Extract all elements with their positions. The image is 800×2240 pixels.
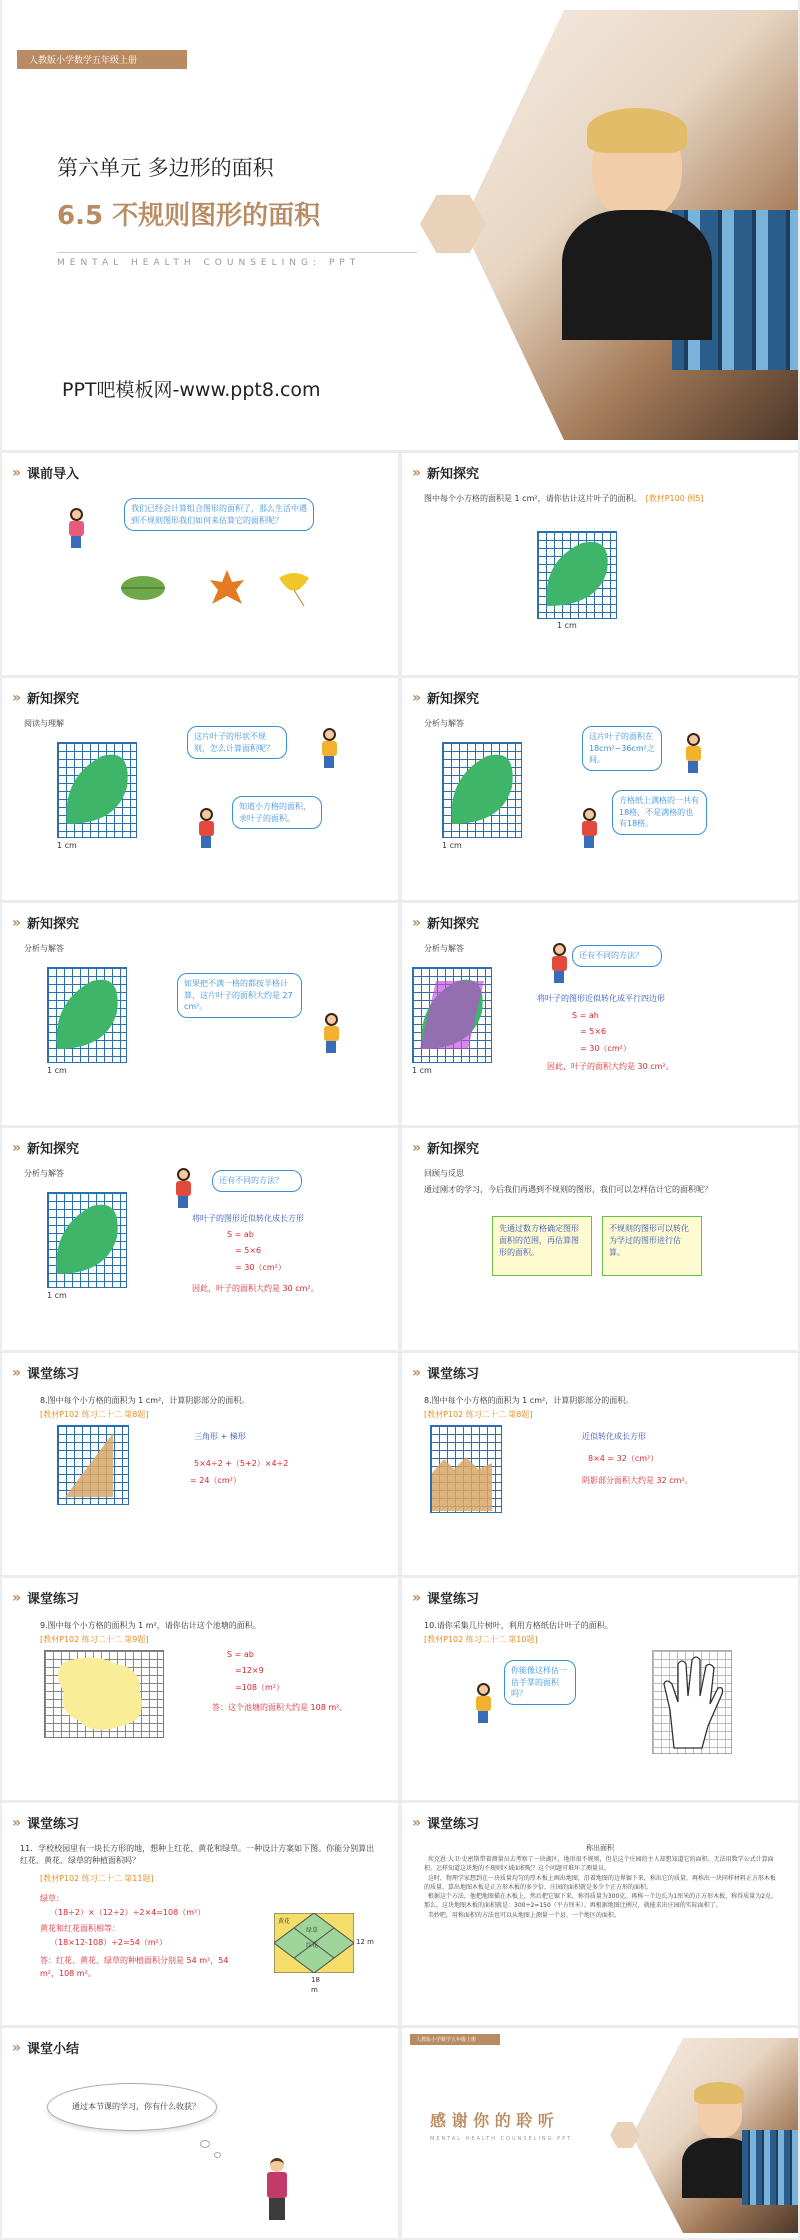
slide-header bbox=[12, 1588, 79, 1607]
answer-text: 因此，叶子的面积大约是 30 cm²。 bbox=[192, 1284, 319, 1293]
formula-1: 5×4÷2 +（5+2）×4÷2 bbox=[194, 1459, 289, 1468]
question-text: 通过刚才的学习，今后我们再遇到不规则的图形，我们可以怎样估计它的面积呢？ bbox=[424, 1185, 712, 1194]
subheading: 分析与解答 bbox=[424, 944, 464, 953]
site-text: PPT吧模板网-www.ppt8.com bbox=[62, 379, 321, 401]
subheading: 分析与解答 bbox=[24, 1169, 64, 1178]
method-text: 三角形 + 梯形 bbox=[194, 1432, 246, 1441]
slide-header bbox=[12, 913, 79, 932]
slide-explore-4 bbox=[2, 903, 398, 1125]
leaf-shape bbox=[47, 967, 127, 1063]
chevron-icon: » bbox=[412, 1589, 418, 1606]
chevron-icon: » bbox=[12, 1364, 18, 1381]
leaf-parallelogram bbox=[412, 967, 492, 1063]
dim-unit: m bbox=[311, 1986, 318, 1994]
dim-height: 12 m bbox=[356, 1938, 374, 1946]
slide-practice-1 bbox=[2, 1353, 398, 1575]
summary-note-1: 先通过数方格确定图形面积的范围，再估算图形的面积。 bbox=[492, 1216, 592, 1276]
subheading: 分析与解答 bbox=[424, 719, 464, 728]
cloud-dot-2 bbox=[214, 2152, 221, 2158]
unit-label: 1 cm bbox=[47, 1066, 67, 1075]
slide-title: 新知探究 bbox=[27, 692, 80, 707]
dim-width: 18 bbox=[311, 1976, 320, 1984]
answer-text: 答：红花、黄花、绿草的种植面积分别是 54 m²，54 m²，108 m²。 bbox=[40, 1956, 229, 1978]
unit-label: 1 cm bbox=[557, 621, 577, 630]
slide-practice-4 bbox=[402, 1578, 798, 1800]
slide-practice-6 bbox=[402, 1803, 798, 2025]
ginkgo-leaf-icon bbox=[274, 568, 314, 608]
boy-figure bbox=[197, 808, 215, 848]
leaf-shape bbox=[442, 742, 522, 838]
reading-title: 称出面积 bbox=[586, 1844, 614, 1852]
boy-hair bbox=[587, 108, 687, 153]
pond-shape bbox=[44, 1650, 164, 1738]
speech-bubble: 还有不同的方法？ bbox=[572, 945, 662, 967]
slide-header bbox=[12, 1813, 79, 1832]
boy-figure bbox=[580, 808, 598, 848]
girl-figure bbox=[474, 1683, 492, 1723]
photo-panel bbox=[462, 10, 798, 440]
question-text: 11．学校校园里有一块长方形的地，想种上红花、黄花和绿草。一种设计方案如下图。你能分别算出红花、黄花、绿草的种植面积吗？ bbox=[20, 1844, 375, 1865]
chevron-icon: » bbox=[412, 1139, 418, 1156]
slide-practice-2 bbox=[402, 1353, 798, 1575]
maple-leaf-icon bbox=[207, 568, 247, 608]
slide-header bbox=[412, 1588, 479, 1607]
label-yellow: 黄花 bbox=[278, 1918, 291, 1925]
slide-header bbox=[12, 1363, 79, 1382]
formula-2: =12×9 bbox=[235, 1666, 264, 1675]
slide-title: 课堂练习 bbox=[427, 1367, 480, 1382]
chevron-icon: » bbox=[12, 1139, 18, 1156]
cover-badge: 人教版小学数学五年级上册 bbox=[17, 50, 187, 69]
slide-title: 新知探究 bbox=[27, 917, 80, 932]
unit-label: 1 cm bbox=[47, 1291, 67, 1300]
leaf-shape bbox=[57, 742, 137, 838]
slide-title: 课前导入 bbox=[27, 467, 80, 482]
slide-header bbox=[12, 688, 79, 707]
thanks-badge: 人教版小学数学五年级上册 bbox=[410, 2034, 500, 2045]
shaded-polygon bbox=[57, 1425, 129, 1505]
unit-label: 1 cm bbox=[412, 1066, 432, 1075]
boy-figure bbox=[174, 1168, 192, 1208]
textbook-ref: [教材P102 练习二十二 第8题] bbox=[424, 1410, 533, 1419]
speech-bubble-2: 方格纸上满格的一共有18格，不是满格的也有18格。 bbox=[612, 790, 707, 835]
question: 图中每个小方格的面积是 1 cm²，请你估计这片叶子的面积。 bbox=[424, 494, 642, 503]
speech-bubble: 还有不同的方法？ bbox=[212, 1170, 302, 1192]
slide-header bbox=[412, 1813, 479, 1832]
slide-explore-3 bbox=[402, 678, 798, 900]
speech-bubble-1: 这片叶子的形状不规则，怎么计算面积呢？ bbox=[187, 726, 287, 759]
teacher-figure bbox=[264, 2158, 290, 2228]
hand-outline-icon bbox=[652, 1650, 732, 1754]
slide-header bbox=[12, 463, 79, 482]
slide-header bbox=[12, 1138, 79, 1157]
subheading: 分析与解答 bbox=[24, 944, 64, 953]
chevron-icon: » bbox=[12, 914, 18, 931]
boy-figure bbox=[550, 943, 568, 983]
formula-3: = 30（cm²） bbox=[580, 1044, 631, 1053]
textbook-ref: [教材P102 练习二十二 第9题] bbox=[40, 1635, 149, 1644]
slide-title: 课堂练习 bbox=[27, 1817, 80, 1832]
textbook-ref: [教材P102 练习二十二 第11题] bbox=[40, 1874, 154, 1883]
thanks-title: 感 谢 你 的 聆 听 bbox=[430, 2111, 554, 2130]
shaded-polygon bbox=[430, 1425, 502, 1513]
subheading: 阅读与理解 bbox=[24, 719, 64, 728]
slide-explore-1 bbox=[402, 453, 798, 675]
hexagon-accent bbox=[610, 2122, 640, 2148]
cloud-dot-1 bbox=[200, 2140, 210, 2148]
slide-thanks bbox=[402, 2028, 798, 2238]
chevron-icon: » bbox=[412, 914, 418, 931]
textbook-ref: [教材P102 练习二十二 第8题] bbox=[40, 1410, 149, 1419]
summary-note-2: 不规则的图形可以转化为学过的图形进行估算。 bbox=[602, 1216, 702, 1276]
chevron-icon: » bbox=[412, 464, 418, 481]
speech-bubble: 你能像这样估一估手掌的面积吗？ bbox=[504, 1660, 576, 1705]
girl-figure bbox=[320, 728, 338, 768]
photo-panel bbox=[632, 2038, 798, 2233]
slide-practice-3 bbox=[2, 1578, 398, 1800]
answer-text: 因此，叶子的面积大约是 30 cm²。 bbox=[547, 1062, 674, 1071]
formula-3: =108（m²） bbox=[235, 1683, 284, 1692]
chevron-icon: » bbox=[12, 464, 18, 481]
slide-header bbox=[12, 2038, 79, 2057]
slide-explore-2 bbox=[2, 678, 398, 900]
label-red: 红花 bbox=[306, 1942, 319, 1949]
slide-title: 课堂练习 bbox=[27, 1367, 80, 1382]
unit-label: 1 cm bbox=[57, 841, 77, 850]
method-text: 近似转化成长方形 bbox=[582, 1432, 646, 1441]
slide-explore-5 bbox=[402, 903, 798, 1125]
slide-header bbox=[412, 913, 479, 932]
chevron-icon: » bbox=[412, 1364, 418, 1381]
slide-explore-7 bbox=[402, 1128, 798, 1350]
leaf-shape bbox=[47, 1192, 127, 1288]
thanks-english: MENTAL HEALTH COUNSELING PPT bbox=[430, 2136, 573, 2142]
chevron-icon: » bbox=[12, 1589, 18, 1606]
question-text: 8.图中每个小方格的面积为 1 cm²，计算阴影部分的面积。 bbox=[424, 1396, 634, 1405]
line-4: （18×12-108）÷2=54（m²） bbox=[50, 1938, 167, 1947]
speech-bubble-1: 这片叶子的面积在18cm²~36cm²之间。 bbox=[582, 726, 662, 771]
formula-2: = 5×6 bbox=[235, 1246, 262, 1255]
slide-title: 课堂练习 bbox=[427, 1817, 480, 1832]
slide-title: 新知探究 bbox=[427, 917, 480, 932]
slide-title: 新知探究 bbox=[27, 1142, 80, 1157]
formula-1: 8×4 = 32（cm²） bbox=[588, 1454, 659, 1463]
answer-text: 阴影部分面积大约是 32 cm²。 bbox=[582, 1476, 693, 1485]
textbook-ref: [教材P100 例5] bbox=[645, 494, 704, 503]
unit-title: 第六单元 多边形的面积 bbox=[57, 156, 274, 180]
question-text: 8.图中每个小方格的面积为 1 cm²，计算阴影部分的面积。 bbox=[40, 1396, 250, 1405]
method-text: 将叶子的图形近似转化成平行四边形 bbox=[537, 994, 665, 1003]
formula-1: S = ab bbox=[227, 1650, 254, 1659]
slide-explore-6 bbox=[2, 1128, 398, 1350]
formula-1: S = ah bbox=[572, 1011, 599, 1020]
slide-intro bbox=[2, 453, 398, 675]
chevron-icon: » bbox=[12, 689, 18, 706]
slide-summary bbox=[2, 2028, 398, 2238]
cover-divider bbox=[57, 252, 417, 253]
speech-bubble: 如果把不满一格的都按半格计算，这片叶子的面积大约是 27 cm²。 bbox=[177, 973, 302, 1018]
formula-2: = 24（cm²） bbox=[190, 1476, 241, 1485]
girl-figure bbox=[67, 508, 85, 548]
leaf-green-icon bbox=[118, 573, 168, 603]
slide-header bbox=[412, 1138, 479, 1157]
chevron-icon: » bbox=[412, 1814, 418, 1831]
slide-title: 课堂小结 bbox=[27, 2042, 80, 2057]
cover-slide bbox=[2, 0, 798, 450]
slide-title: 课堂练习 bbox=[427, 1592, 480, 1607]
method-text: 将叶子的图形近似转化成长方形 bbox=[192, 1214, 304, 1223]
unit-label: 1 cm bbox=[442, 841, 462, 850]
slide-title: 新知探究 bbox=[427, 692, 480, 707]
answer-text: 答：这个池塘的面积大约是 108 m²。 bbox=[212, 1703, 348, 1712]
question-text: 9.图中每个小方格的面积为 1 m²，请你估计这个池塘的面积。 bbox=[40, 1621, 261, 1630]
question-text bbox=[424, 493, 704, 504]
speech-bubble-2: 知道小方格的面积，求叶子的面积。 bbox=[232, 796, 322, 829]
slide-title: 新知探究 bbox=[427, 467, 480, 482]
line-3: 黄花和红花面积相等： bbox=[40, 1924, 120, 1933]
leaf-shape bbox=[537, 531, 617, 619]
reading-text: 埃克恩·大卫·史密斯带着测量员去考察了一块湖区，地形很不规则，但是这个庄园的主人却想知道它的面积。无法用数学公式计算面积。怎样知道这块地的不规则区域面积呢？这个问题可难坏了测量员。 这时，物理学家想到在一块质量均匀的厚木板上画出地图，沿着地图的边界锯下来，称出它的质量，再称出一块同样材料正方形木板的质量，算出地图木板是正方形木板的多少倍，庄园的面积就是多少个正方形的面积。 根据这个方法，他把地图描在木板上，然后把它锯下来，称得质量为300克。再称一个边长为1厘米的正方形木板，称得质量为2克。那么，这块地图木板的面积就是：300÷2=150（平方厘米）。再根据地图比例尺，就能求出庄园的实际面积了。 美妙吧，用称面积的方法也可以从地图上测量一个县、一个地区的面积。 bbox=[424, 1856, 777, 1919]
girl-figure bbox=[322, 1013, 340, 1053]
chevron-icon: » bbox=[12, 2039, 18, 2056]
cloud-text: 通过本节课的学习，你有什么收获？ bbox=[72, 2102, 200, 2111]
girl-figure bbox=[684, 733, 702, 773]
cover-english: MENTAL HEALTH COUNSELING: PPT bbox=[57, 258, 361, 268]
lesson-title: 6.5 不规则图形的面积 bbox=[57, 201, 321, 231]
slide-header bbox=[412, 1363, 479, 1382]
slide-header bbox=[412, 463, 479, 482]
formula-2: = 5×6 bbox=[580, 1027, 607, 1036]
slide-title: 课堂练习 bbox=[27, 1592, 80, 1607]
label-green: 绿草 bbox=[306, 1927, 319, 1934]
formula-3: = 30（cm²） bbox=[235, 1263, 286, 1272]
formula-1: S = ab bbox=[227, 1230, 254, 1239]
line-1: 绿草： bbox=[40, 1894, 64, 1903]
textbook-ref: [教材P102 练习二十二 第10题] bbox=[424, 1635, 538, 1644]
speech-bubble: 我们已经会计算组合图形的面积了，那么生活中遇到不规则图形我们如何来估算它的面积呢？ bbox=[124, 498, 314, 531]
slide-title: 新知探究 bbox=[427, 1142, 480, 1157]
chevron-icon: » bbox=[412, 689, 418, 706]
line-2: （18÷2）×（12÷2）÷2×4=108（m²） bbox=[50, 1908, 206, 1917]
boy-body bbox=[562, 210, 712, 340]
chevron-icon: » bbox=[12, 1814, 18, 1831]
question-text: 10.请你采集几片树叶，利用方格纸估计叶子的面积。 bbox=[424, 1621, 613, 1630]
subheading: 回顾与反思 bbox=[424, 1169, 464, 1178]
slide-header bbox=[412, 688, 479, 707]
slide-practice-5 bbox=[2, 1803, 398, 2025]
